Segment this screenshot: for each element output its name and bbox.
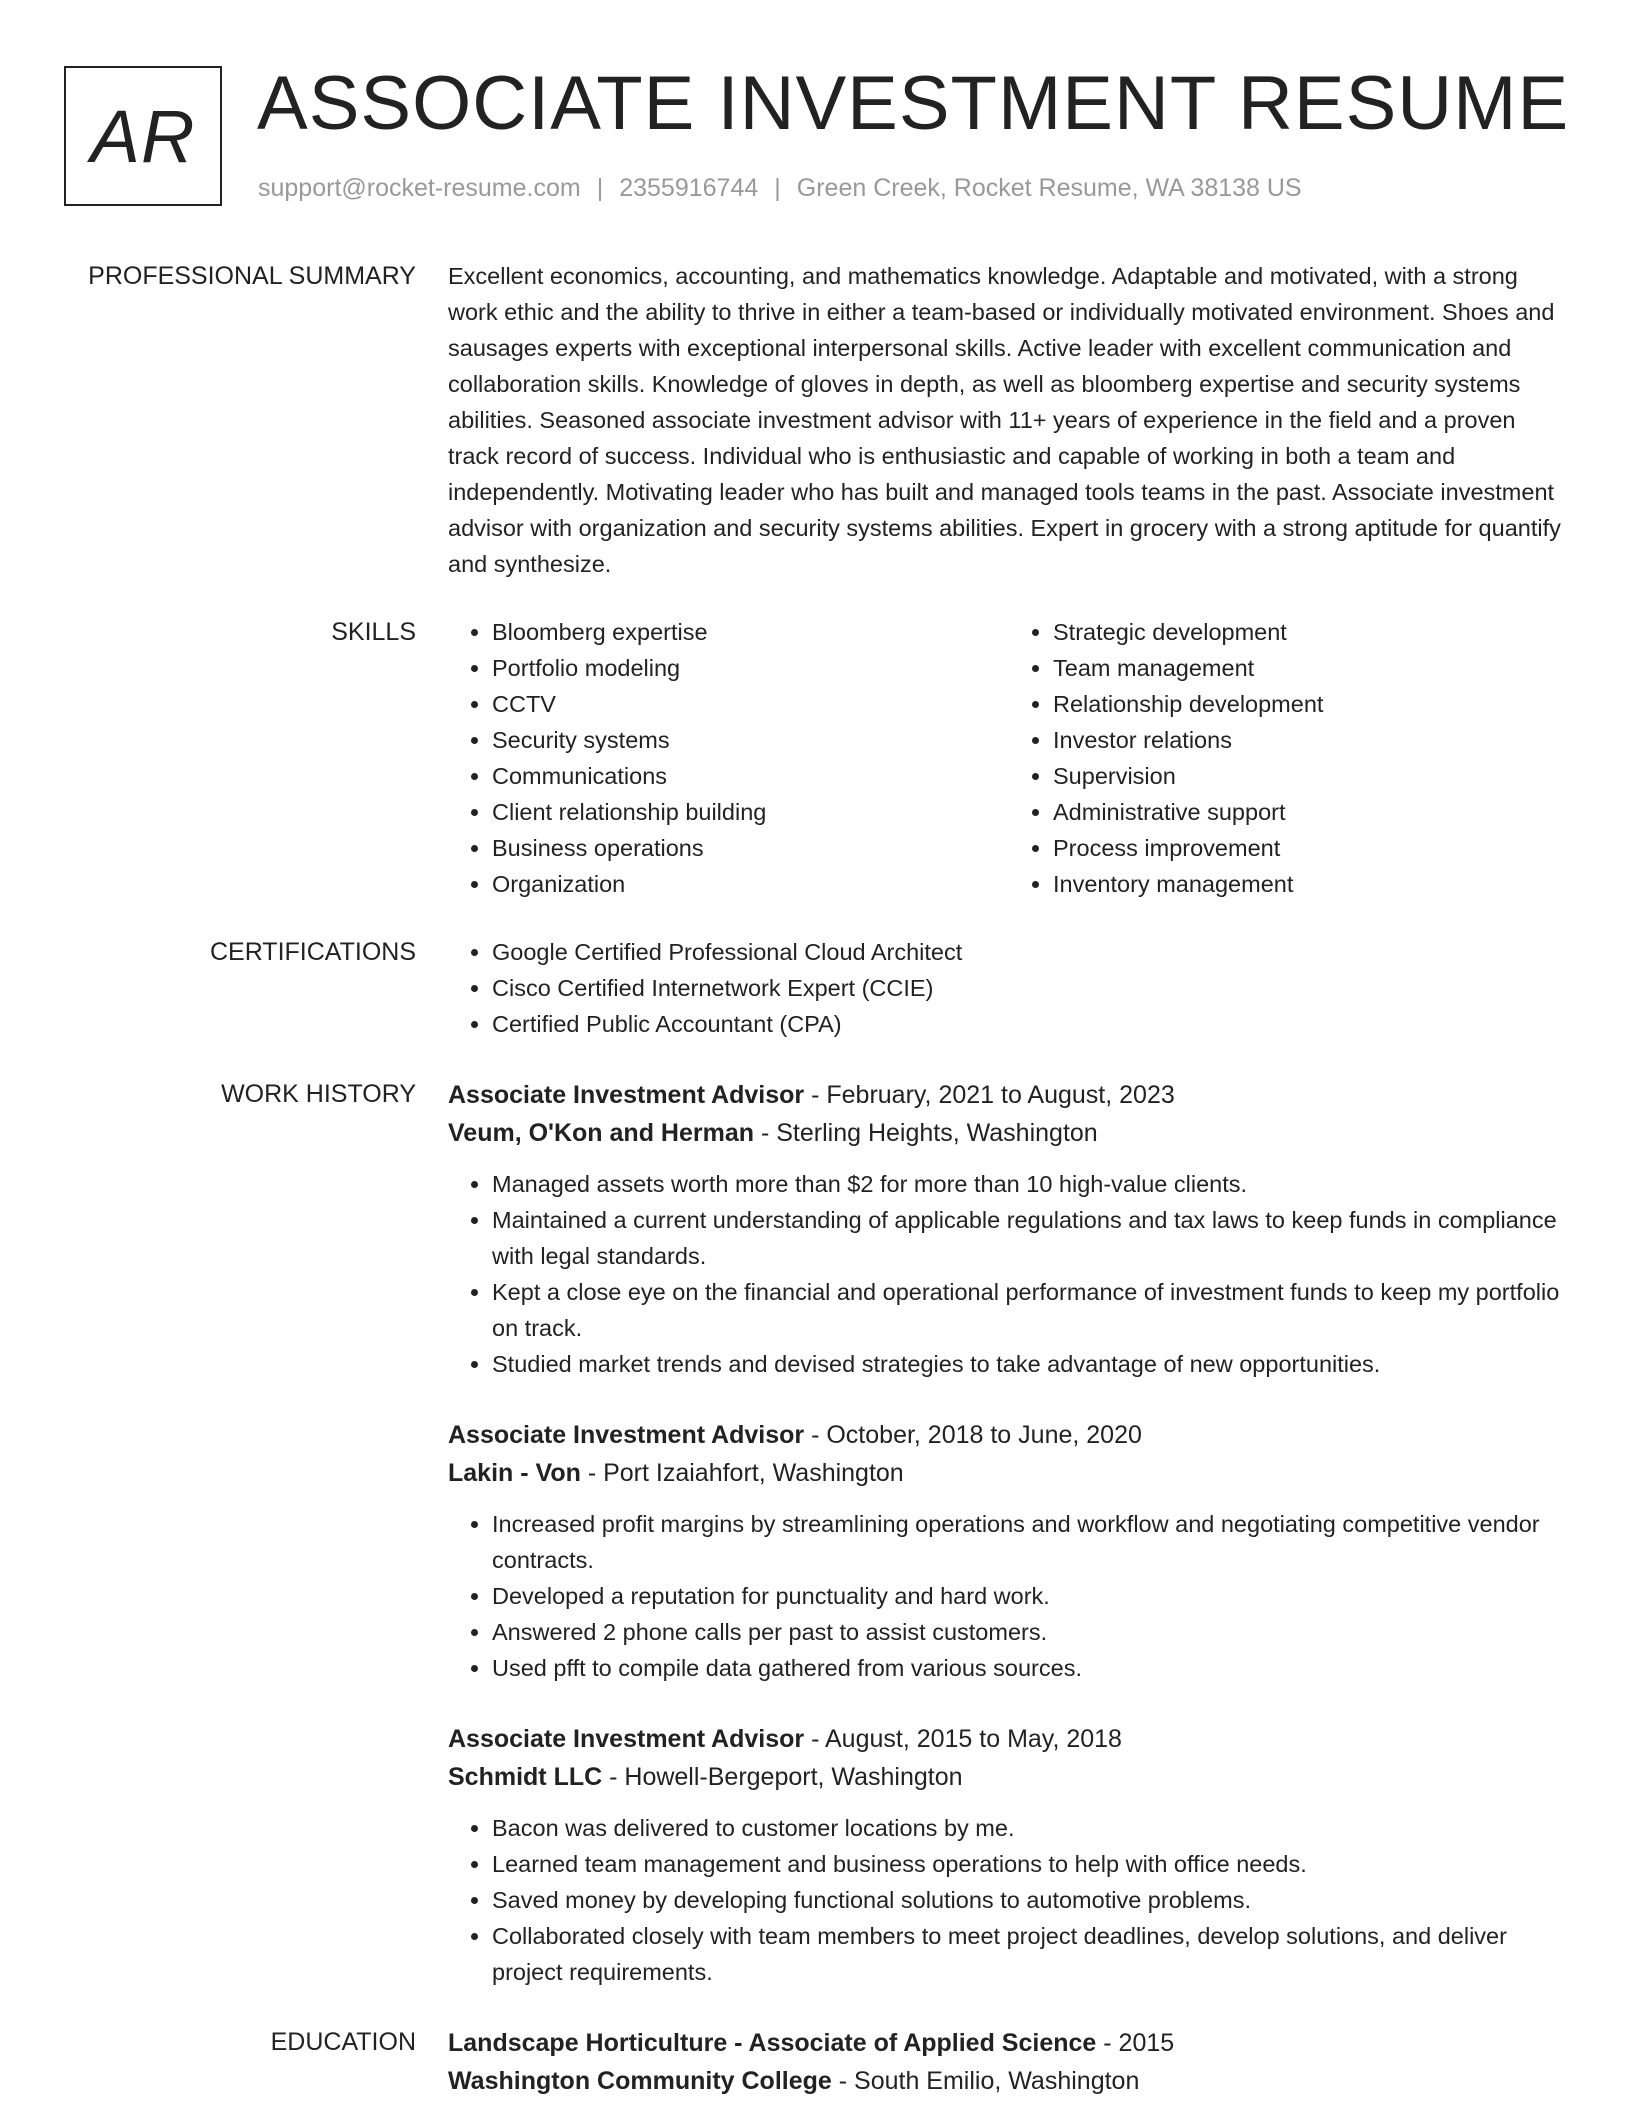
job-company-line: [448, 1454, 1570, 1492]
job-bullets: [448, 1810, 1570, 1990]
skill-item: • Portfolio modeling: [492, 650, 1009, 686]
education-location: - South Emilio, Washington: [838, 2067, 1140, 2095]
job-title: Associate Investment Advisor: [448, 1421, 805, 1449]
job-dates: - August, 2015 to May, 2018: [811, 1725, 1122, 1753]
job-bullet: • Developed a reputation for punctuality and hard work.: [492, 1578, 1570, 1614]
contact-address: Green Creek, Rocket Resume, WA 38138 US: [796, 174, 1302, 202]
job-bullet: • Kept a close eye on the financial and operational performance of investment funds to keep my portfolio on track.: [492, 1274, 1570, 1346]
certification-item: • Cisco Certified Internetwork Expert (CCIE): [492, 970, 1570, 1006]
job-entry: [448, 1720, 1570, 1990]
job-bullet: • Answered 2 phone calls per past to assist customers.: [492, 1614, 1570, 1650]
skill-item: • Administrative support: [1053, 794, 1570, 830]
skill-item: • Process improvement: [1053, 830, 1570, 866]
monogram-box: [64, 66, 222, 206]
certifications-label: CERTIFICATIONS: [209, 938, 416, 966]
job-company: Veum, O'Kon and Herman: [448, 1119, 755, 1147]
skill-item: • Client relationship building: [492, 794, 1009, 830]
job-bullet: • Saved money by developing functional solutions to automotive problems.: [492, 1882, 1570, 1918]
job-title-line: [448, 1076, 1570, 1114]
job-title-line: [448, 1720, 1570, 1758]
summary-label: PROFESSIONAL SUMMARY: [88, 262, 416, 290]
job-location: - Port Izaiahfort, Washington: [587, 1459, 904, 1487]
monogram-initials: AR: [90, 94, 196, 178]
skills-list-right: [1009, 614, 1570, 902]
skill-item: • Team management: [1053, 650, 1570, 686]
job-title-line: [448, 1416, 1570, 1454]
skill-item: • Organization: [492, 866, 1009, 902]
skill-item: • Security systems: [492, 722, 1009, 758]
summary-text: Excellent economics, accounting, and mathematics knowledge. Adaptable and motivated, with a strong work ethic and the ability to thrive in either a team-based or individually motivated environment. Shoes and sausages experts with exceptional interpersonal skills. Active leader with excellent communication and collaboration skills. Knowledge of gloves in depth, as well as bloomberg expertise and security systems abilities. Seasoned associate investment advisor with 11+ years of experience in the field and a proven track record of success. Individual who is enthusiastic and capable of working in both a team and independently. Motivating leader who has built and managed tools teams in the past. Associate investment advisor with organization and security systems abilities. Expert in grocery with a strong aptitude for quantify and synthesize.: [448, 263, 1561, 577]
contact-phone: 2355916744: [619, 174, 759, 202]
work-history-section: [0, 1076, 1632, 1990]
certification-item: • Google Certified Professional Cloud Architect: [492, 934, 1570, 970]
education-year: - 2015: [1103, 2029, 1175, 2057]
skills-section: [0, 614, 1632, 902]
contact-email: support@rocket-resume.com: [258, 174, 581, 202]
job-bullet: • Learned team management and business operations to help with office needs.: [492, 1846, 1570, 1882]
skill-item: • CCTV: [492, 686, 1009, 722]
work-history-label: WORK HISTORY: [221, 1080, 416, 1108]
education-degree: Landscape Horticulture - Associate of Applied Science: [448, 2029, 1097, 2057]
job-company-line: [448, 1114, 1570, 1152]
contact-separator: |: [596, 174, 604, 202]
job-dates: - October, 2018 to June, 2020: [811, 1421, 1142, 1449]
certification-item: • Certified Public Accountant (CPA): [492, 1006, 1570, 1042]
certifications-list: [448, 934, 1570, 1042]
job-entry: [448, 1416, 1570, 1686]
contact-line: [258, 174, 1302, 203]
job-bullet: • Maintained a current understanding of applicable regulations and tax laws to keep funds in compliance with legal standards.: [492, 1202, 1570, 1274]
education-degree-line: [448, 2024, 1570, 2062]
skill-item: • Relationship development: [1053, 686, 1570, 722]
job-title: Associate Investment Advisor: [448, 1081, 805, 1109]
skill-item: • Investor relations: [1053, 722, 1570, 758]
job-location: - Sterling Heights, Washington: [760, 1119, 1098, 1147]
education-school: Washington Community College: [448, 2067, 832, 2095]
education-section: [0, 2024, 1632, 2100]
skills-list-left: [448, 614, 1009, 902]
job-dates: - February, 2021 to August, 2023: [811, 1081, 1175, 1109]
resume-title: ASSOCIATE INVESTMENT RESUME: [257, 61, 1570, 146]
job-company: Schmidt LLC: [448, 1763, 603, 1791]
contact-separator: |: [774, 174, 781, 202]
resume-content: [0, 258, 1632, 2100]
job-bullets: [448, 1166, 1570, 1382]
education-label: EDUCATION: [270, 2028, 416, 2056]
skill-item: • Inventory management: [1053, 866, 1570, 902]
skill-item: • Communications: [492, 758, 1009, 794]
job-bullet: • Increased profit margins by streamlining operations and workflow and negotiating competitive vendor contracts.: [492, 1506, 1570, 1578]
job-bullet: • Collaborated closely with team members to meet project deadlines, develop solutions, and deliver project requirements.: [492, 1918, 1570, 1990]
skill-item: • Business operations: [492, 830, 1009, 866]
job-company-line: [448, 1758, 1570, 1796]
job-bullet: • Studied market trends and devised strategies to take advantage of new opportunities.: [492, 1346, 1570, 1382]
job-bullet: • Managed assets worth more than $2 for more than 10 high-value clients.: [492, 1166, 1570, 1202]
skills-label: SKILLS: [331, 618, 416, 646]
job-location: - Howell-Bergeport, Washington: [609, 1763, 963, 1791]
job-entry: [448, 1076, 1570, 1382]
summary-section: [0, 258, 1632, 582]
job-company: Lakin - Von: [448, 1459, 581, 1487]
job-title: Associate Investment Advisor: [448, 1725, 805, 1753]
education-school-line: [448, 2062, 1570, 2100]
job-bullets: [448, 1506, 1570, 1686]
skill-item: • Bloomberg expertise: [492, 614, 1009, 650]
skill-item: • Supervision: [1053, 758, 1570, 794]
skill-item: • Strategic development: [1053, 614, 1570, 650]
job-bullet: • Used pfft to compile data gathered from various sources.: [492, 1650, 1570, 1686]
job-bullet: • Bacon was delivered to customer locations by me.: [492, 1810, 1570, 1846]
certifications-section: [0, 934, 1632, 1042]
